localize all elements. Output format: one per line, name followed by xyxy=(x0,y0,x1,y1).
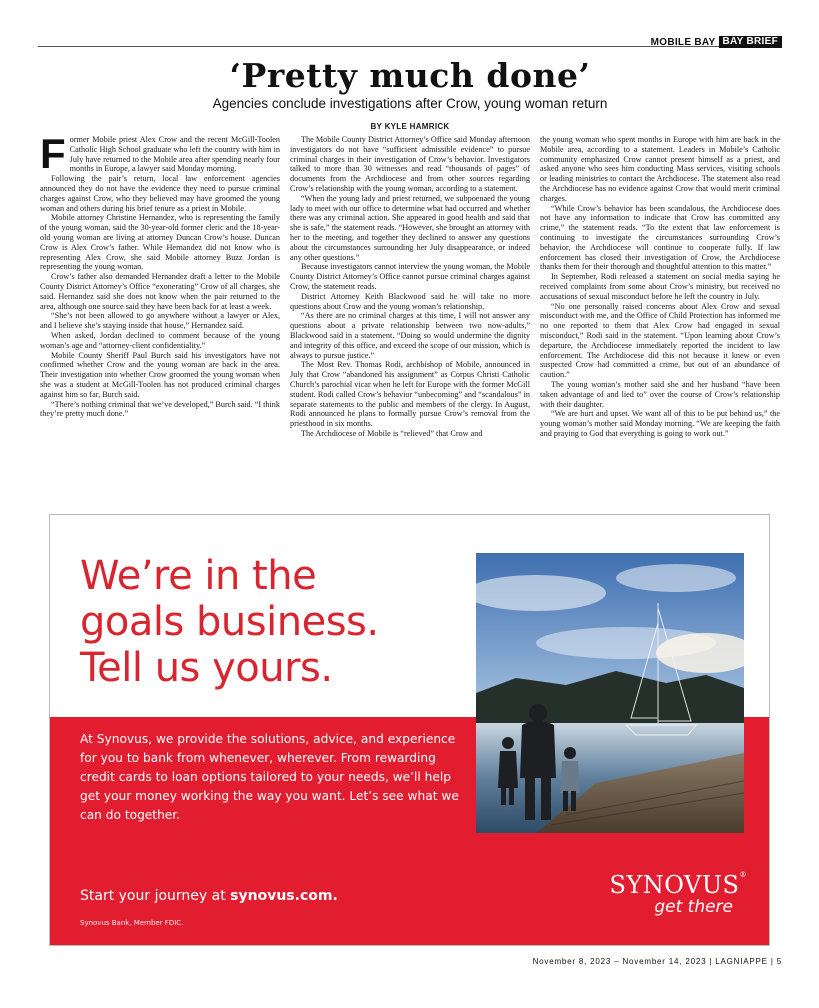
drop-cap: F xyxy=(40,130,66,177)
ad-headline-line: goals business. xyxy=(80,599,379,645)
article-paragraph: the young woman who spent months in Europe with him are back in the Mobile area, according to a statement. Leaders in Mobile’s Catholic community emphasized Crow cannot present himself as a priest, and asked anyone who sees him conducting Mass services, visiting schools or leading ministries to contact the Archdiocese. The statement also read the Archdiocese has no evidence against Crow that would merit criminal charges. xyxy=(540,135,780,203)
article-paragraph: Mobile County Sheriff Paul Burch said his investigators have not confirmed whether Crow and the young woman are back in the area. Their investigation into whether Crow groomed the young woman when she was a student at McGill-Toolen has not produced criminal charges against him so far, Burch said. xyxy=(40,350,280,399)
article-paragraph: District Attorney Keith Blackwood said he will take no more questions about Crow and the young woman’s relationship. xyxy=(290,291,530,311)
article-headline: ‘Pretty much done’ xyxy=(229,56,591,95)
article-paragraph: The Mobile County District Attorney’s Office said Monday afternoon investigators do not have “sufficient admissible evidence” to pursue criminal charges in their investigation of Crow’s behavior. Investigators talked to more than 30 witnesses and read “thousands of pages” of documents from the Archdiocese and from other sources regarding Crow’s relationship with the young woman, according to a statement. xyxy=(290,135,530,193)
registered-mark: ® xyxy=(739,871,747,879)
article-paragraph: “We are hurt and upset. We want all of this to be put behind us,” the young woman’s mother said Monday morning. “We are keeping the faith and praying to God that everything is going to work out.” xyxy=(540,409,780,438)
synovus-logo xyxy=(590,871,747,917)
page-footer: November 8, 2023 – November 14, 2023 | LAGNIAPPE | 5 xyxy=(532,957,782,966)
brand-tagline: get there xyxy=(654,897,733,917)
synovus-advertisement[interactable] xyxy=(49,514,770,946)
article-paragraph: The Archdiocese of Mobile is “relieved” that Crow and xyxy=(301,428,483,438)
ad-website-link[interactable]: synovus.com. xyxy=(230,888,338,904)
article-paragraph: Former Mobile priest Alex Crow and the recent McGill-Toolen Catholic High School graduate who left the country with him in July have returned to the Mobile area after spending nearly four months in Europe, a lawyer said Monday morning. xyxy=(40,130,280,177)
article-paragraph: Following the pair’s return, local law enforcement agencies announced they do not have the evidence they need to pursue criminal charges against Crow, who they believed may have groomed the young woman and others during his brief tenure as a priest in Mobile. xyxy=(40,174,280,213)
article-paragraph: The young woman’s mother said she and her husband “have been taken advantage of and lied to” over the course of Crow’s relationship with their daughter. xyxy=(540,379,780,409)
brand-name: SYNOVUS xyxy=(609,871,740,899)
ad-fine-print: Synovus Bank, Member FDIC. xyxy=(80,919,184,927)
ad-call-to-action[interactable]: Start your journey at synovus.com. xyxy=(80,888,338,904)
article-paragraph: “As there are no criminal charges at this time, I will not answer any questions about a private relationship between two now-adults,” Blackwood said in a statement. “Doing so would undermine the dignity and integrity of this office, and exceed the scope of our mission, which is always to pursue justice.” xyxy=(290,311,530,360)
article-column-2 xyxy=(290,135,530,439)
article-paragraph: “No one personally raised concerns about Alex Crow and sexual misconduct with me, and the Office of Child Protection has informed me no one reported to them that Alex Crow had engaged in sexual misconduct,” Rodi said in the statement. “Upon learning about Crow’s departure, the Archdiocese immediately reported the incident to law enforcement. The Archdiocese did this not because it knew or even suspected Crow had committed a crime, but out of an abundance of caution.” xyxy=(540,301,780,380)
article-paragraph: “There’s nothing criminal that we’ve developed,” Burch said. “I think they’re pretty much done.” xyxy=(40,399,280,419)
article-column-3 xyxy=(540,135,780,439)
article-paragraph: When asked, Jordan declined to comment because of the young woman’s age and “attorney-client confidentiality.” xyxy=(40,330,280,350)
article-paragraph: “When the young lady and priest returned, we subpoenaed the young lady to meet with our office to determine what had occurred and whether there was any criminal action. She appeared in good health and said that she is safe,” the statement reads. “However, she brought an attorney with her to the meeting, and together they declined to answer any questions about the circumstances surrounding her July disappearance, or indeed any other questions.” xyxy=(290,193,530,262)
article-paragraph: Crow’s father also demanded Hernandez draft a letter to the Mobile County District Attorney’s Office “exonerating” Crow of all charges, she said. Hernandez said she does not know when the pair returned to the area, although one source said they have been back for at least a week. xyxy=(40,272,280,311)
ad-headline-line: Tell us yours. xyxy=(80,645,333,691)
ad-photo-dock-sailboat xyxy=(476,553,744,833)
article-paragraph: “While Crow’s behavior has been scandalous, the Archdiocese does not have any information to indicate that Crow has committed any crime,” the statement reads. “To the extent that law enforcement is continuing to investigate the circumstances surrounding Crow’s behavior, the Archdiocese will continue to cooperate fully. If law enforcement has closed their investigation of Crow, the Archdiocese thanks them for their thorough and thoughtful attention to this matter.” xyxy=(540,203,780,272)
article-subhead: Agencies conclude investigations after Crow, young woman return xyxy=(212,96,608,111)
article-paragraph: Because investigators cannot interview the young woman, the Mobile County District Attorney’s Office cannot pursue criminal charges against Crow, the statement reads. xyxy=(290,262,530,291)
article-column-1 xyxy=(40,130,280,419)
article-paragraph: Mobile attorney Christine Hernandez, who is representing the family of the young woman, said the 30-year-old former cleric and the 18-year-old young woman are living at attorney Duncan Crow’s house. Duncan Crow is Alex Crow’s father. While Hernandez did not know who is representing Alex Crow, she said Mobile attorney Buzz Jordan is representing the young woman. xyxy=(40,213,280,272)
ad-body-copy: At Synovus, we provide the solutions, advice, and experience for you to bank from whenever, wherever. From rewarding credit cards to loan options tailored to your needs, we’ll help get your money working the way you want. Let’s see what we can do together. xyxy=(80,732,459,822)
article-paragraph: The Most Rev. Thomas Rodi, archbishop of Mobile, announced in July that Crow “abandoned his assignment” as Corpus Christi Catholic Church’s parochial vicar when he left for Europe with the former McGill student. Rodi called Crow’s behavior “unbecoming” and “scandalous” in separate statements to the public and members of the clergy. In August, Rodi announced he plans to formally pursue Crow’s removal from the priesthood in six months. xyxy=(290,360,530,429)
article-paragraph: “She’s not been allowed to go anywhere without a lawyer or Alex, and I believe she’s staying inside that house,” Hernandez said. xyxy=(40,311,280,331)
ad-headline xyxy=(80,553,379,691)
article-byline: BY KYLE HAMRICK xyxy=(370,122,450,131)
article-paragraph: In September, Rodi released a statement on social media saying he received complaints from some about Crow’s ministry, but received no accusations of sexual misconduct before he left the country in July. xyxy=(540,272,780,301)
section-label-main: MOBILE BAY xyxy=(650,36,716,48)
ad-headline-line: We’re in the xyxy=(80,553,317,599)
section-label xyxy=(651,36,782,48)
section-label-tag: BAY BRIEF xyxy=(719,36,783,48)
